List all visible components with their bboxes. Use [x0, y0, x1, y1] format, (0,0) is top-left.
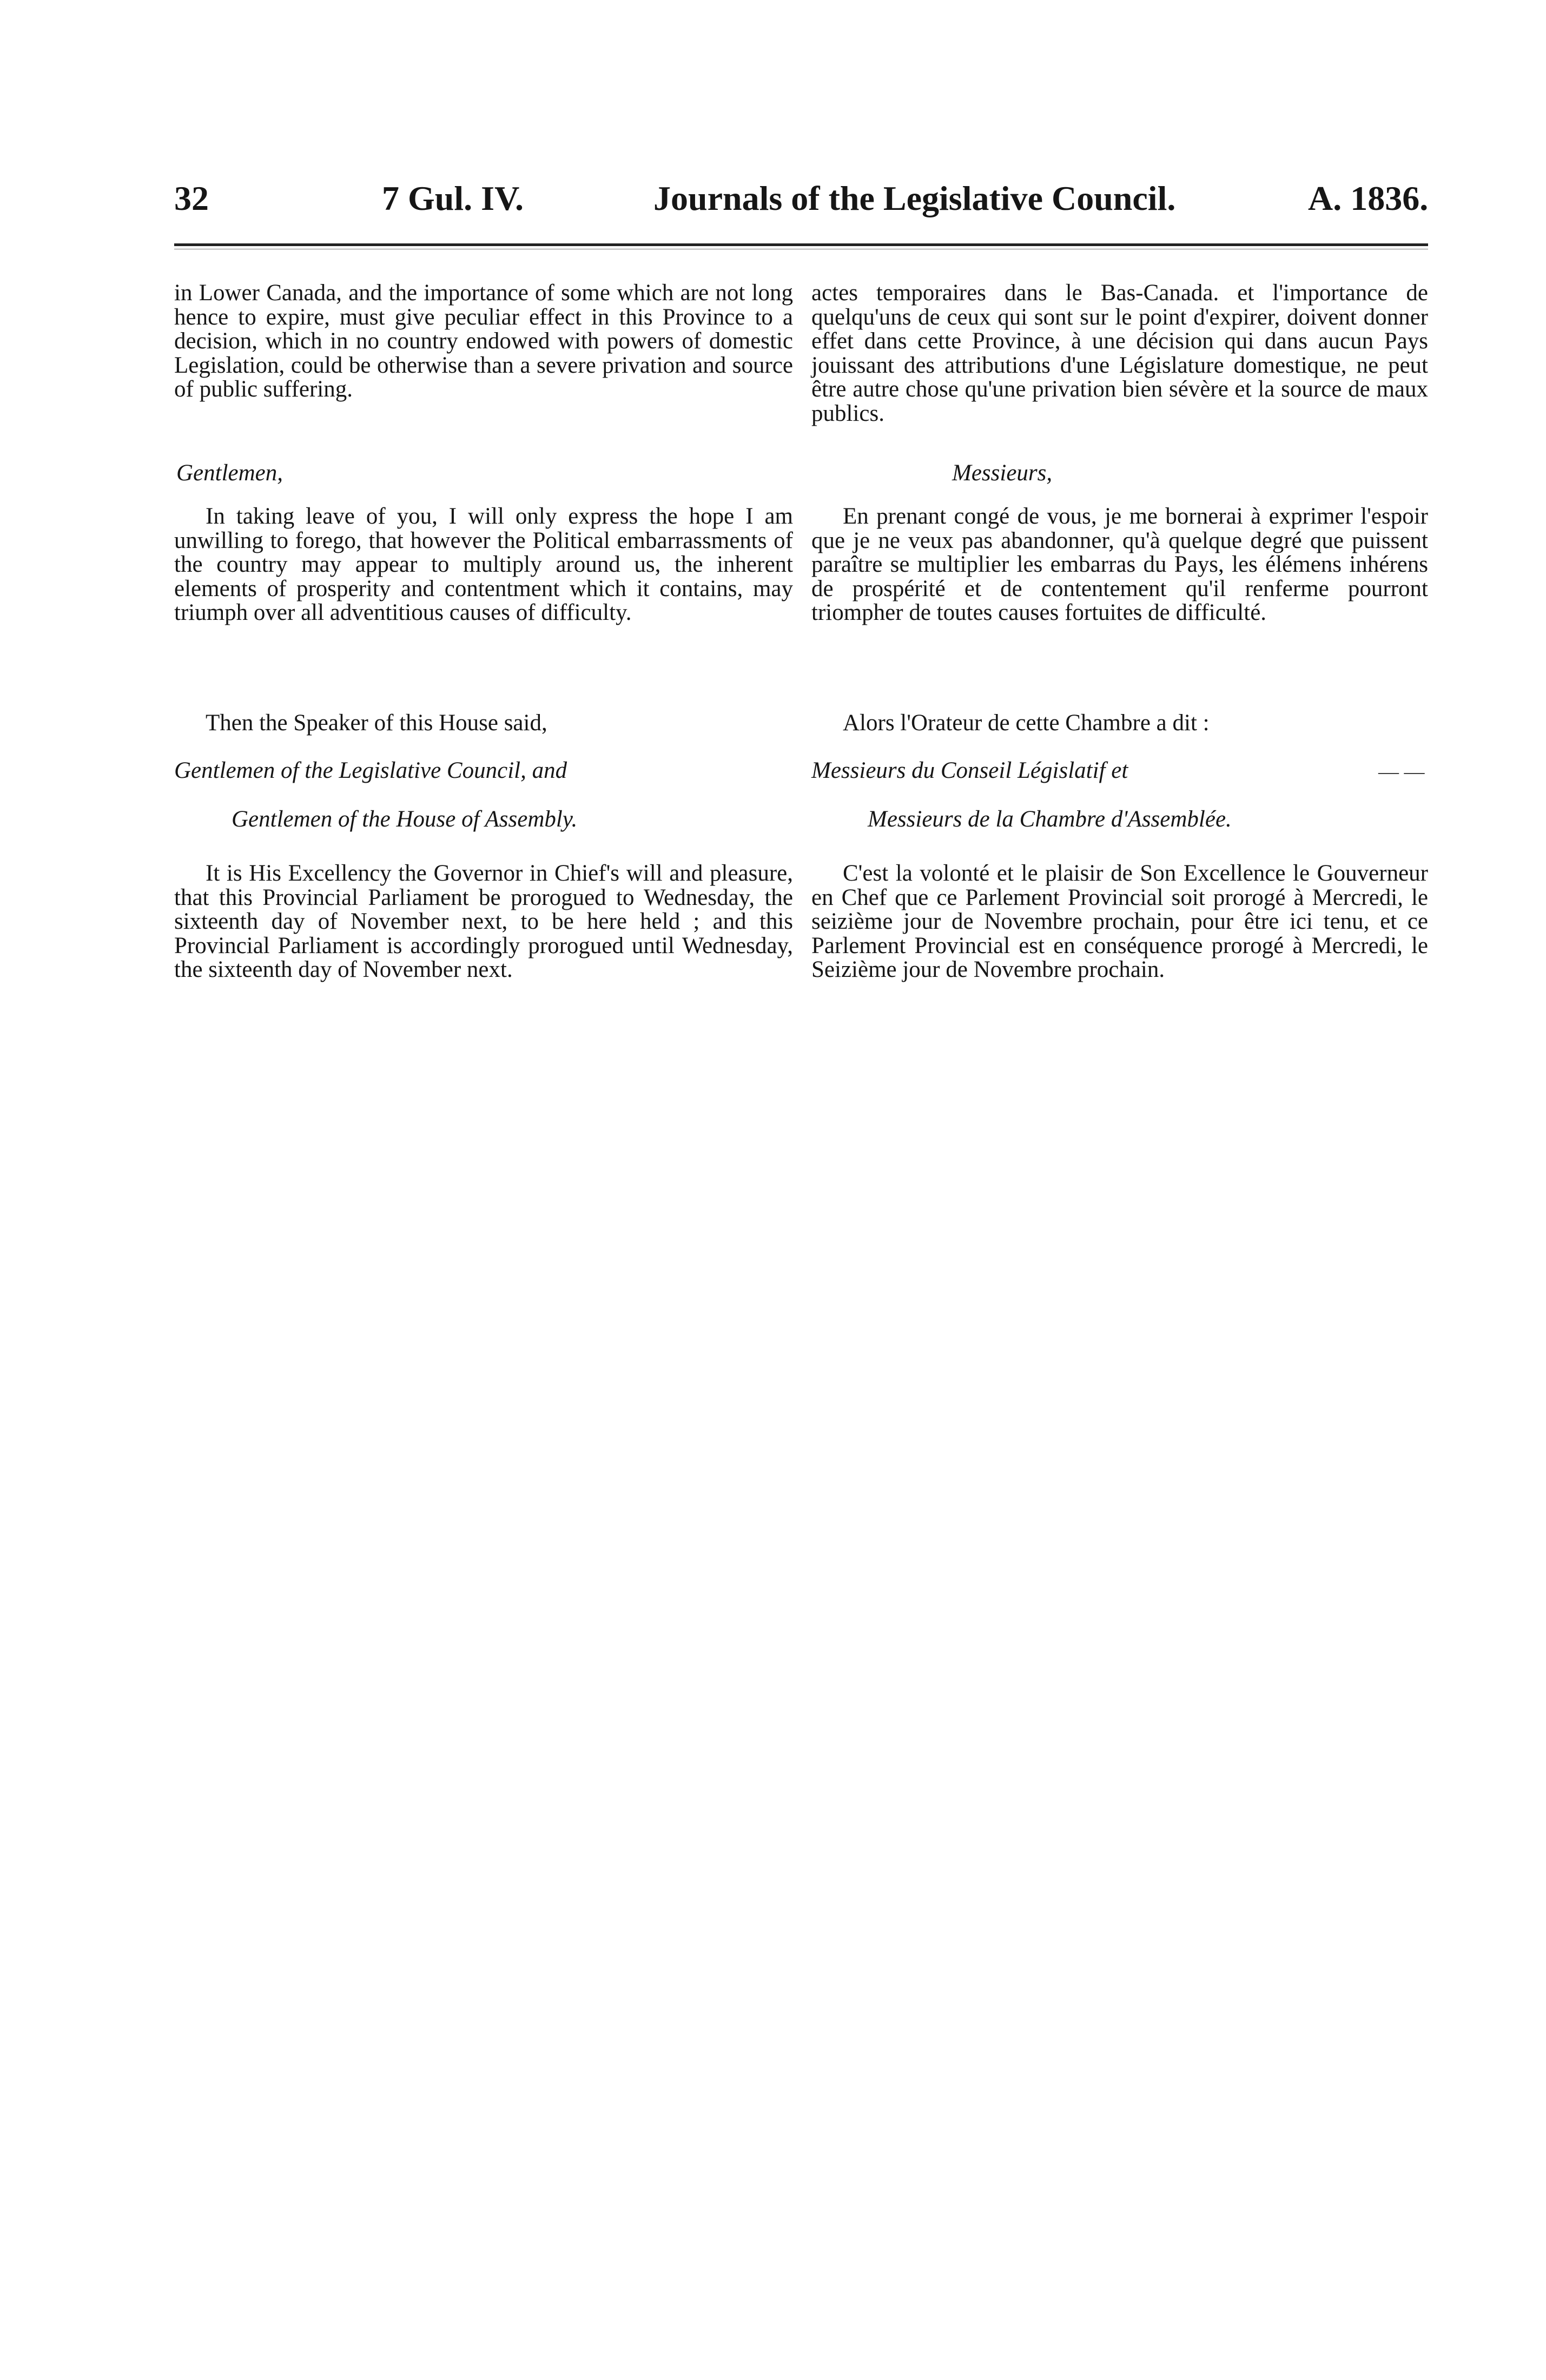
stray-dash-mark: — — [1378, 761, 1425, 783]
french-column [811, 281, 1428, 982]
french-paragraph-2: En prenant congé de vous, je me bornerai à exprimer l'espoir que je ne veux pas abandonner, qu'à quelque degré que puissent paraître se multiplier les embarras du Pays, les élémens inhérens de prospérité et de contentement qu'il renferme pourront triompher de toutes causes fortuites de difficulté. [811, 504, 1428, 625]
header-rule [174, 243, 1428, 246]
english-paragraph-1: in Lower Canada, and the importance of some which are not long hence to expire, must give peculiar effect in this Province to a decision, which in no country endowed with powers of domestic Legislation, could be otherwise than a severe privation and source of public suffering. [174, 280, 793, 402]
french-paragraph-1: actes temporaires dans le Bas-Canada. et l'importance de quelqu'uns de ceux qui sont sur le point d'expirer, doivent donner effet dans cette Province, à une décision qui dans aucun Pays jouissant des attributions d'une Législature domestique, ne peut être autre chose qu'une privation bien sévère et la source de maux publics. [811, 280, 1428, 426]
journal-title: Journals of the Legislative Council. [653, 179, 1176, 217]
english-salutation: Gentlemen, [176, 460, 283, 486]
english-speaker-line: Then the Speaker of this House said, [206, 710, 547, 736]
french-house-of-assembly: Messieurs de la Chambre d'Assemblée. [868, 806, 1232, 832]
french-salutation: Messieurs, [952, 460, 1053, 486]
english-paragraph-2: In taking leave of you, I will only express the hope I am unwilling to forego, that however the Political embarrassments of the country may appear to multiply around us, the inherent elements of prosperity and contentment which it contains, may triumph over all adventitious causes of difficulty. [174, 504, 793, 625]
page-number: 32 [174, 179, 209, 217]
french-paragraph-3: C'est la volonté et le plaisir de Son Excellence le Gouverneur en Chef que ce Parlement Provincial soit prorogé à Mercredi, le seizième jour de Novembre prochain, pour être ici tenu, et ce Parlement Provincial est en conséquence prorogé à Mercredi, le Seizième jour de Novembre prochain. [811, 861, 1428, 982]
english-legislative-council: Gentlemen of the Legislative Council, and [174, 758, 567, 783]
english-house-of-assembly: Gentlemen of the House of Assembly. [232, 806, 578, 832]
journal-year: A. 1836. [1308, 179, 1429, 217]
english-column [174, 281, 793, 982]
english-paragraph-3: It is His Excellency the Governor in Chief's will and pleasure, that this Provincial Parliament be prorogued to Wednesday, the sixteenth day of November next, to be here held ; and this Provincial Parliament is accordingly prorogued until Wednesday, the sixteenth day of November next. [174, 861, 793, 982]
french-speaker-line: Alors l'Orateur de cette Chambre a dit : [843, 710, 1210, 736]
french-legislative-council: Messieurs du Conseil Législatif et [811, 758, 1128, 783]
regnal-year: 7 Gul. IV. [382, 179, 524, 217]
running-header [0, 178, 1546, 227]
